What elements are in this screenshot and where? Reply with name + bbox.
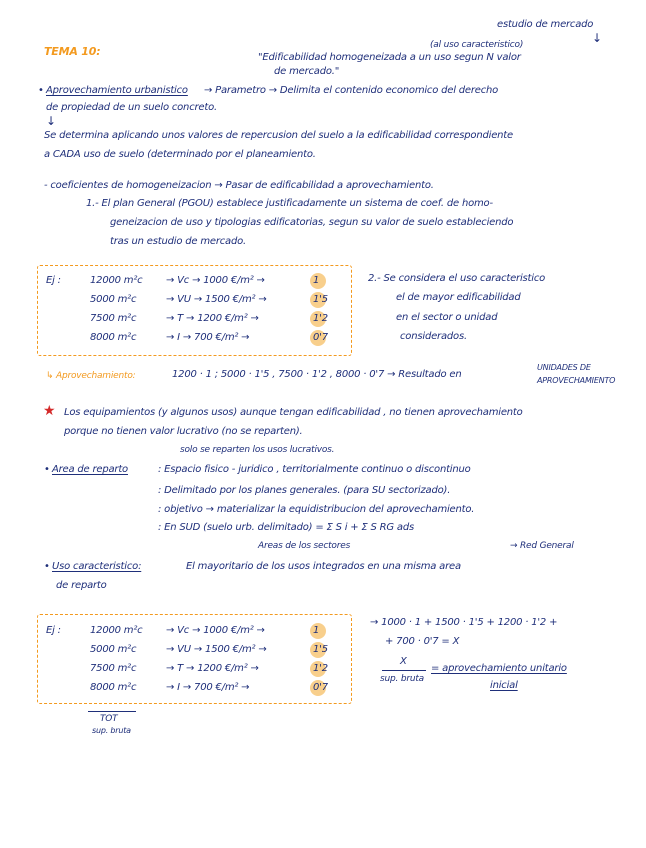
example-row-coef: 1 bbox=[313, 275, 320, 286]
star-icon: ★ bbox=[43, 403, 56, 419]
point2-line-3: en el sector o unidad bbox=[396, 312, 498, 323]
example-row-coef: 1'5 bbox=[313, 644, 328, 655]
bullet-dot: • bbox=[44, 464, 50, 475]
example-row-uso: → T → 1200 €/m² → bbox=[166, 663, 259, 674]
example-row-coef: 1'2 bbox=[313, 663, 328, 674]
example-row-m2: 5000 m²c bbox=[90, 644, 137, 655]
page-title: TEMA 10: bbox=[44, 45, 101, 58]
example-row-uso: → I → 700 €/m² → bbox=[166, 682, 250, 693]
example-row-coef: 0'7 bbox=[313, 682, 328, 693]
aprov-determina-2: a CADA uso de suelo (determinado por el planeamiento. bbox=[44, 149, 316, 160]
equip-line-2: porque no tienen valor lucrativo (no se reparten). bbox=[64, 426, 303, 437]
bullet-dot: • bbox=[38, 85, 44, 96]
point2-line-1: 2.- Se considera el uso caracteristico bbox=[368, 273, 546, 284]
area-sub-sectores: Areas de los sectores bbox=[258, 541, 351, 551]
tot-underline bbox=[88, 711, 136, 712]
formula-line-1: → 1000 · 1 + 1500 · 1'5 + 1200 · 1'2 + bbox=[370, 617, 558, 628]
aprov-def: → Parametro → Delimita el contenido economico del derecho bbox=[204, 85, 499, 96]
note-estudio-mercado: estudio de mercado bbox=[497, 19, 594, 30]
fraction-bar bbox=[382, 670, 426, 671]
aprov-determina-1: Se determina aplicando unos valores de repercusion del suelo a la edificabilidad correspondiente bbox=[44, 130, 513, 141]
uso-label: Uso caracteristico: bbox=[52, 561, 142, 572]
aprov-label: Aprovechamiento urbanistico bbox=[46, 85, 188, 96]
bullet-dot: • bbox=[44, 561, 50, 572]
example-row-coef: 0'7 bbox=[313, 332, 328, 343]
aprov-calc-label: ↳ Aprovechamiento: bbox=[46, 371, 136, 381]
point2-line-2: el de mayor edificabilidad bbox=[396, 292, 521, 303]
example-row-coef: 1'5 bbox=[313, 294, 328, 305]
example-row-m2: 8000 m²c bbox=[90, 332, 137, 343]
example-row-coef: 1'2 bbox=[313, 313, 328, 324]
quote-line-2: de mercado." bbox=[274, 66, 340, 77]
example-row-m2: 12000 m²c bbox=[90, 275, 143, 286]
coef-line: - coeficientes de homogeneizacion → Pasar de edificabilidad a aprovechamiento. bbox=[44, 180, 434, 191]
example-row-m2: 12000 m²c bbox=[90, 625, 143, 636]
example-1-label: Ej : bbox=[46, 275, 61, 286]
example-row-uso: → Vc → 1000 €/m² → bbox=[166, 625, 265, 636]
fraction-result-2: inicial bbox=[490, 680, 518, 691]
example-row-m2: 7500 m²c bbox=[90, 313, 137, 324]
area-line-4: : En SUD (suelo urb. delimitado) = Σ S i + Σ S RG ads bbox=[158, 522, 415, 533]
point1-line-1: 1.- El plan General (PGOU) establece justificadamente un sistema de coef. de homo- bbox=[86, 198, 493, 209]
uso-line-1: El mayoritario de los usos integrados en una misma area bbox=[186, 561, 461, 572]
area-sub-red-general: → Red General bbox=[510, 541, 574, 551]
area-line-2: : Delimitado por los planes generales. (para SU sectorizado). bbox=[158, 485, 451, 496]
point1-line-2: geneizacion de uso y tipologias edificatorias, segun su valor de suelo estableciendo bbox=[110, 217, 514, 228]
aprov-def-2: de propiedad de un suelo concreto. bbox=[46, 102, 217, 113]
point1-line-3: tras un estudio de mercado. bbox=[110, 236, 247, 247]
equip-line-1: Los equipamientos (y algunos usos) aunque tengan edificabilidad , no tienen aprovechamiento bbox=[64, 407, 523, 418]
example-row-m2: 5000 m²c bbox=[90, 294, 137, 305]
uso-line-2: de reparto bbox=[56, 580, 107, 591]
point2-line-4: considerados. bbox=[400, 331, 467, 342]
aprov-calc: 1200 · 1 ; 5000 · 1'5 , 7500 · 1'2 , 8000 · 0'7 → Resultado en bbox=[172, 369, 462, 380]
fraction-denominator: sup. bruta bbox=[380, 674, 424, 684]
example-row-coef: 1 bbox=[313, 625, 320, 636]
example-row-uso: → T → 1200 €/m² → bbox=[166, 313, 259, 324]
example-row-uso: → I → 700 €/m² → bbox=[166, 332, 250, 343]
down-arrow-icon: ↓ bbox=[592, 31, 603, 45]
fraction-result: = aprovechamiento unitario bbox=[431, 663, 567, 674]
quote-line-1: "Edificabilidad homogeneizada a un uso segun N valor bbox=[258, 52, 521, 63]
example-row-uso: → VU → 1500 €/m² → bbox=[166, 644, 267, 655]
down-arrow-icon: ↓ bbox=[46, 114, 57, 128]
example-row-uso: → VU → 1500 €/m² → bbox=[166, 294, 267, 305]
tot-sup-bruta: sup. bruta bbox=[92, 726, 131, 735]
example-row-m2: 8000 m²c bbox=[90, 682, 137, 693]
unidades-line-1: UNIDADES DE bbox=[537, 363, 591, 372]
solo-reparten-note: solo se reparten los usos lucrativos. bbox=[180, 445, 335, 455]
area-line-3: : objetivo → materializar la equidistribucion del aprovechamiento. bbox=[158, 504, 475, 515]
area-label: Area de reparto bbox=[52, 464, 128, 475]
example-row-m2: 7500 m²c bbox=[90, 663, 137, 674]
fraction-numerator: X bbox=[400, 656, 407, 667]
tot-label: TOT bbox=[100, 714, 118, 724]
example-2-label: Ej : bbox=[46, 625, 61, 636]
note-uso-caracteristico: (al uso caracteristico) bbox=[430, 40, 524, 50]
unidades-line-2: APROVECHAMIENTO bbox=[537, 376, 616, 385]
example-row-uso: → Vc → 1000 €/m² → bbox=[166, 275, 265, 286]
formula-line-2: + 700 · 0'7 = X bbox=[385, 636, 460, 647]
area-line-1: : Espacio fisico - juridico , territorialmente continuo o discontinuo bbox=[158, 464, 471, 475]
